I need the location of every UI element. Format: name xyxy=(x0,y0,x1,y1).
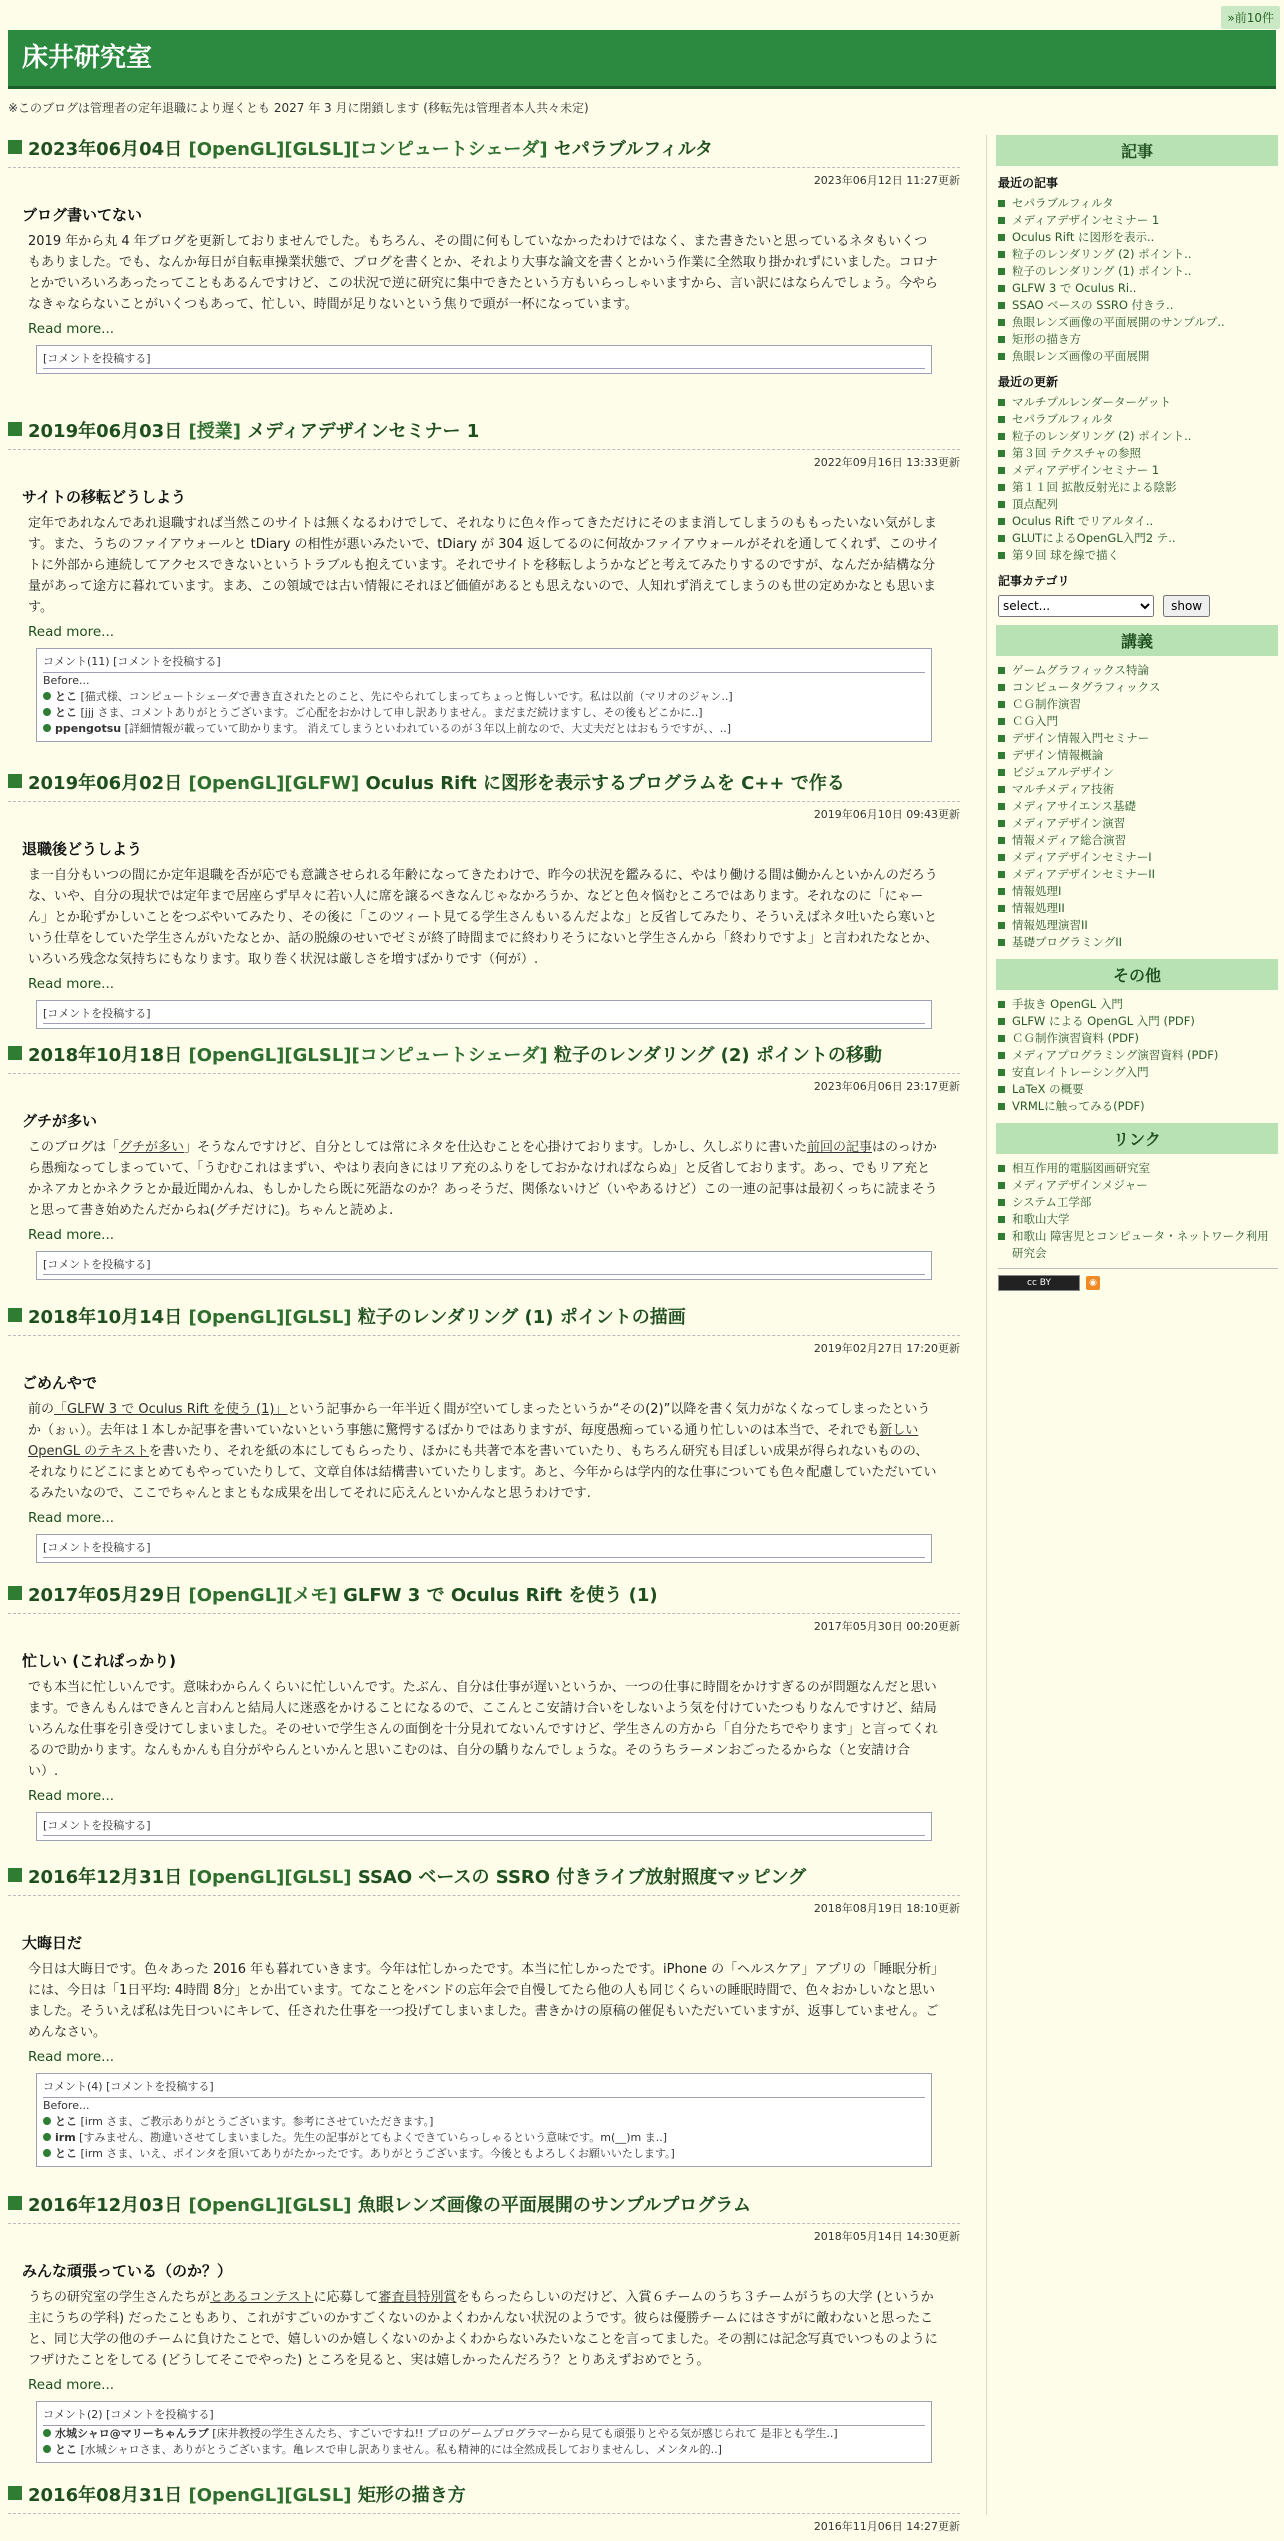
entry-date-link[interactable]: 2023年06月04日 xyxy=(28,139,183,160)
show-button[interactable]: show xyxy=(1163,595,1210,617)
entry-date-link[interactable]: 2017年05月29日 xyxy=(28,1585,183,1606)
entry-title xyxy=(8,1303,960,1336)
lecture-item xyxy=(1012,798,1278,815)
lecture-item xyxy=(1012,747,1278,764)
square-bullet-icon xyxy=(8,2486,22,2500)
recent-article-link[interactable]: メディアデザインセミナー 1 xyxy=(1012,213,1160,227)
recent-article-link[interactable]: Oculus Rift に図形を表示.. xyxy=(1012,230,1155,244)
comment-box xyxy=(36,1000,932,1029)
external-item xyxy=(1012,1160,1278,1177)
external-link[interactable]: メディアデザインメジャー xyxy=(1012,1178,1148,1192)
comment-box xyxy=(36,1534,932,1563)
entry-date-link[interactable]: 2018年10月18日 xyxy=(28,1045,183,1066)
entry-title-text[interactable]: 矩形の描き方 xyxy=(357,2485,466,2506)
entry-updated: 2019年02月27日 17:20更新 xyxy=(813,1342,960,1355)
entry xyxy=(8,1303,960,1581)
external-item xyxy=(1012,1194,1278,1211)
recent-article-link[interactable]: 魚眼レンズ画像の平面展開 xyxy=(1012,349,1150,363)
entry-updated: 2016年11月06日 14:27更新 xyxy=(813,2520,960,2533)
entry-title-text[interactable]: 魚眼レンズ画像の平面展開のサンプルプログラム xyxy=(357,2195,752,2216)
sidebar-divider xyxy=(986,135,987,2515)
entry-title-text[interactable]: 粒子のレンダリング (1) ポイントの描画 xyxy=(357,1307,686,1328)
recent-update-item xyxy=(1012,445,1278,462)
entry-title-text[interactable]: セパラブルフィルタ xyxy=(553,139,714,160)
entry-updated: 2018年08月19日 18:10更新 xyxy=(813,1902,960,1915)
recent-update-link[interactable]: GLUTによるOpenGL入門2 テ.. xyxy=(1012,531,1176,545)
entry-title xyxy=(8,1041,960,1074)
lecture-link[interactable]: コンピュータグラフィックス xyxy=(1012,680,1161,694)
entry-updated: 2022年09月16日 13:33更新 xyxy=(813,456,960,469)
entry-categories[interactable]: [OpenGL][メモ] xyxy=(188,1585,337,1606)
entry-date-link[interactable]: 2019年06月03日 xyxy=(28,421,183,442)
square-bullet-icon xyxy=(8,2196,22,2210)
inline-link[interactable]: とあるコンテスト xyxy=(210,2290,314,2305)
entry-categories[interactable]: [OpenGL][GLSL][コンピュートシェーダ] xyxy=(188,139,548,160)
entry-categories[interactable]: [授業] xyxy=(188,421,241,442)
entry-subtitle: みんな頑張っている（のか？） xyxy=(22,2262,233,2280)
lectures-list xyxy=(996,662,1278,951)
inline-link[interactable]: 前回の記事 xyxy=(807,1140,873,1155)
recent-update-item xyxy=(1012,496,1278,513)
lecture-item xyxy=(1012,866,1278,883)
lecture-item xyxy=(1012,696,1278,713)
comment-box xyxy=(36,648,932,742)
comment-item: 水城シャロ@マリーちゃんラブ [床井教授の学生さんたち、すごいですね!! プロのゲームプログラマーから見ても頑張りとやる気が感じられて 是非とも学生..] xyxy=(43,2426,925,2442)
recent-update-link[interactable]: 粒子のレンダリング (2) ポイント.. xyxy=(1012,429,1192,443)
comments-before-link[interactable]: Before... xyxy=(43,2099,90,2112)
sidebar-heading-others: その他 xyxy=(996,959,1278,990)
entry-subtitle: 大晦日だ xyxy=(22,1934,83,1952)
lecture-item xyxy=(1012,900,1278,917)
lecture-item xyxy=(1012,832,1278,849)
recent-article-item xyxy=(1012,195,1278,212)
external-item xyxy=(1012,1211,1278,1228)
square-bullet-icon xyxy=(8,140,22,154)
recent-article-item xyxy=(1012,280,1278,297)
comment-item: とこ [irm さま、ご教示ありがとうございます。参考にさせていただきます。] xyxy=(43,2114,925,2130)
lecture-item xyxy=(1012,781,1278,798)
recent-article-item xyxy=(1012,212,1278,229)
lecture-link[interactable]: デザイン情報入門セミナー xyxy=(1012,731,1150,745)
category-heading: 記事カテゴリ xyxy=(998,574,1070,588)
recent-update-item xyxy=(1012,462,1278,479)
lecture-item xyxy=(1012,713,1278,730)
inline-link[interactable]: グチが多い xyxy=(119,1140,185,1155)
closure-notice: ※このブログは管理者の定年退職により遅くとも 2027 年 3 月に閉鎖します (移転先は管理者本人共々未定) xyxy=(8,101,589,115)
other-link[interactable]: 手抜き OpenGL 入門 xyxy=(1012,997,1123,1011)
recent-updates-heading: 最近の更新 xyxy=(998,375,1059,389)
post-comment-link[interactable]: [コメントを投稿する] xyxy=(43,1539,925,1558)
entry-title xyxy=(8,417,960,450)
read-more-link[interactable]: Read more... xyxy=(28,1227,115,1243)
lecture-link[interactable]: 情報処理I xyxy=(1012,884,1062,898)
comment-item: とこ [水城シャロさま、ありがとうございます。亀レスで申し訳ありません。私も精神的には全然成長しておりませんし、メンタル的..] xyxy=(43,2442,925,2458)
entry-title xyxy=(8,135,960,168)
recent-article-item xyxy=(1012,348,1278,365)
entry-title xyxy=(8,1863,960,1896)
comment-item: ppengotsu [詳細情報が載っていて助かります。 消えてしまうといわれているのが３年以上前なので、大丈夫だとはおもうですが、、..] xyxy=(43,721,925,737)
others-list xyxy=(996,996,1278,1115)
entry-body: ま一自分もいつの間にか定年退職を否が応でも意識させられる年齢になってきたわけで、昨今の状況を鑑みるに、やはり働ける間は働かんといかんのだろうな、いや、自分の現状では定年まで居座らず早々に若い人に席を譲るべきなんじゃなかろうか、などと色々悩むところではあります。それなのに「にゃーん」とか恥ずかしいことをつぶやいてみたり、その後に「このツィート見てる学生さんもいるんだよな」と反省してみたり、そういえばネタ吐いたら寒いという仕草をしていた学生さんがいたなとか、話の脱線のせいでゼミが終了時間までに終わりそうにないと学生さんから「終わりですよ」と言われたなとか、いろいろ残念な気持ちにもなります。取り巻く状況は厳しさを増すばかりです（何が）. xyxy=(28,868,939,967)
license-area xyxy=(998,1268,1278,1291)
entry-date-link[interactable]: 2019年06月02日 xyxy=(28,773,183,794)
entry-categories[interactable]: [OpenGL][GLSL] xyxy=(188,2195,352,2216)
recent-article-item xyxy=(1012,263,1278,280)
entry-body: 前の「GLFW 3 で Oculus Rift を使う (1)」という記事から一年半近く間が空いてしまったというか“その(2)”以降を書く気力がなくなってしまったというか（ぉぃ）。去年は１本しか記事を書いていないという事態に驚愕するばかりではありますが、毎度愚痴っている通り忙しいのは本当で、それでも新しい OpenGL のテキストを書いたり、それを紙の本にしてもらったり、ほかにも共著で本を書いていたり、もちろん研究も目ぼしい成果が得られないものの、それなりにどこにまとめてもやっていたりして、文章自体は結構書いていたりします。あと、今年からは学内的な仕事についても色々配慮していただいているみたいなので、ここでちゃんとまともな成果を出してそれに応えんといかんなと思うわけです. xyxy=(28,1402,937,1501)
recent-article-item xyxy=(1012,314,1278,331)
lecture-link[interactable]: ＣＧ入門 xyxy=(1012,714,1058,728)
main-column xyxy=(8,135,960,2541)
bullet-icon xyxy=(43,2133,51,2141)
lecture-link[interactable]: メディアサイエンス基礎 xyxy=(1012,799,1136,813)
entry-title-text[interactable]: 粒子のレンダリング (2) ポイントの移動 xyxy=(553,1045,882,1066)
comment-item: とこ [jjj さま、コメントありがとうございます。ご心配をおかけして申し訳ありません。まだまだ続けますし、その後もどこかに..] xyxy=(43,705,925,721)
post-comment-link[interactable]: [コメントを投稿する] xyxy=(43,350,925,369)
entry-title xyxy=(8,1581,960,1614)
other-item xyxy=(1012,996,1278,1013)
other-link[interactable]: 安直レイトレーシング入門 xyxy=(1012,1065,1149,1079)
recent-update-link[interactable]: メディアデザインセミナー 1 xyxy=(1012,463,1160,477)
lecture-link[interactable]: メディアデザイン演習 xyxy=(1012,816,1126,830)
entry-categories[interactable]: [OpenGL][GLSL][コンピュートシェーダ] xyxy=(188,1045,548,1066)
lecture-item xyxy=(1012,764,1278,781)
other-link[interactable]: VRMLに触ってみる(PDF) xyxy=(1012,1099,1145,1113)
comment-header[interactable]: コメント(2) [コメントを投稿する] xyxy=(43,2406,925,2426)
lecture-item xyxy=(1012,679,1278,696)
read-more-link[interactable]: Read more... xyxy=(28,321,115,337)
read-more-link[interactable]: Read more... xyxy=(28,1788,115,1804)
entry-subtitle: サイトの移転どうしよう xyxy=(22,488,186,506)
entry-date-link[interactable]: 2016年08月31日 xyxy=(28,2485,183,2506)
entry-subtitle: 忙しい (これぱっかり) xyxy=(22,1652,176,1670)
other-item xyxy=(1012,1098,1278,1115)
lecture-item xyxy=(1012,917,1278,934)
square-bullet-icon xyxy=(8,1046,22,1060)
lecture-item xyxy=(1012,934,1278,951)
bullet-icon xyxy=(43,692,51,700)
entry-updated: 2019年06月10日 09:43更新 xyxy=(813,808,960,821)
other-link[interactable]: ＣＧ制作演習資料 (PDF) xyxy=(1012,1031,1140,1045)
recent-update-link[interactable]: 第１１回 拡散反射光による陰影 xyxy=(1012,480,1177,494)
lecture-item xyxy=(1012,662,1278,679)
entry-body: 定年であれなんであれ退職すれば当然このサイトは無くなるわけでして、それなりに色々作ってきただけにそのまま消してしまうのももったいない気がします。また、うちのファイアウォールと tDiary の相性が悪いみたいで、tDiary が 304 返してるのに何故かファイアウォールがそれを通してくれず、このサイトに外部から連続してアクセスできないというトラブルも抱えています。それでサイトを移転しようかなどと考えてみたりするのですが、なんだか結構な分量があって途方に暮れています。まあ、この領域では古い情報にそれほど価値があるとも思えないので、人知れず消えてしまうのも世の定めかなとも思います。 xyxy=(28,516,940,615)
entry-title xyxy=(8,2481,960,2514)
square-bullet-icon xyxy=(8,774,22,788)
lecture-item xyxy=(1012,730,1278,747)
lecture-link[interactable]: 基礎プログラミングII xyxy=(1012,935,1123,949)
entry xyxy=(8,769,960,1041)
other-item xyxy=(1012,1030,1278,1047)
lecture-link[interactable]: デザイン情報概論 xyxy=(1012,748,1104,762)
entry xyxy=(8,1581,960,1863)
next-page-link[interactable]: »前10件 xyxy=(1221,6,1280,29)
recent-update-item xyxy=(1012,428,1278,445)
entry xyxy=(8,135,960,417)
read-more-link[interactable]: Read more... xyxy=(28,2377,115,2393)
cc-by-badge-icon[interactable]: cc BY xyxy=(998,1275,1080,1291)
other-link[interactable]: LaTeX の概要 xyxy=(1012,1082,1084,1096)
entry-subtitle: ごめんやで xyxy=(22,1374,98,1392)
comment-header[interactable]: コメント(4) [コメントを投稿する] xyxy=(43,2078,925,2098)
read-more-link[interactable]: Read more... xyxy=(28,1510,115,1526)
entry-categories[interactable]: [OpenGL][GLSL] xyxy=(188,1307,352,1328)
other-link[interactable]: GLFW による OpenGL 入門 (PDF) xyxy=(1012,1014,1195,1028)
entry-categories[interactable]: [OpenGL][GLFW] xyxy=(188,773,360,794)
comment-box xyxy=(36,1812,932,1841)
lecture-link[interactable]: メディアデザインセミナーI xyxy=(1012,850,1152,864)
comments-before-link[interactable]: Before... xyxy=(43,674,90,687)
read-more-link[interactable]: Read more... xyxy=(28,2049,115,2065)
post-comment-link[interactable]: [コメントを投稿する] xyxy=(43,1005,925,1024)
lecture-link[interactable]: 情報処理演習II xyxy=(1012,918,1088,932)
recent-article-link[interactable]: 矩形の描き方 xyxy=(1012,332,1081,346)
bullet-icon xyxy=(43,2117,51,2125)
lecture-link[interactable]: 情報処理II xyxy=(1012,901,1065,915)
external-link[interactable]: システム工学部 xyxy=(1012,1195,1092,1209)
entry-title-text[interactable]: SSAO ベースの SSRO 付きライブ放射照度マッピング xyxy=(357,1867,807,1888)
entry-subtitle: グチが多い xyxy=(22,1112,98,1130)
entry-categories[interactable]: [OpenGL][GLSL] xyxy=(188,2485,352,2506)
links-list xyxy=(996,1160,1278,1262)
lecture-link[interactable]: 情報メディア総合演習 xyxy=(1012,833,1127,847)
recent-update-item xyxy=(1012,530,1278,547)
external-link[interactable]: 和歌山 障害児とコンピュータ・ネットワーク利用研究会 xyxy=(1012,1229,1269,1260)
entry-body: でも本当に忙しいんです。意味わからんくらいに忙しいんです。たぶん、自分は仕事が遅いというか、一つの仕事に時間をかけすぎるのが問題なんだと思います。できんもんはできんと言わんと結局人に迷惑をかけることになるので、ここんとこ安請け合いをしないよう気を付けていたつもりなんですけど、結局いろんな仕事を引き受けてしまいました。そのせいで学生さんの面倒を十分見れてないんですけど、学生さんの方から「自分たちでやります」と言ってくれるので助かります。なんもかんも自分がやらんといかんと思いこむのは、自分の驕りなんでしょうな。そのうちラーメンおごったるからな（と安請け合い）. xyxy=(28,1680,938,1779)
site-title[interactable]: 床井研究室 xyxy=(8,30,1276,89)
comment-box xyxy=(36,2073,932,2167)
entry-date-link[interactable]: 2018年10月14日 xyxy=(28,1307,183,1328)
bullet-icon xyxy=(43,2429,51,2437)
read-more-link[interactable]: Read more... xyxy=(28,624,115,640)
recent-update-link[interactable]: 頂点配列 xyxy=(1012,497,1058,511)
recent-article-item xyxy=(1012,229,1278,246)
recent-article-link[interactable]: 粒子のレンダリング (2) ポイント.. xyxy=(1012,247,1192,261)
inline-link[interactable]: 新しい OpenGL のテキスト xyxy=(28,1423,919,1459)
lecture-link[interactable]: ゲームグラフィックス特論 xyxy=(1012,663,1149,677)
comment-item: irm [すみません、勘違いさせてしまいました。先生の記事がとてもよくできていらっしゃるという意味です。m(__)m ま..] xyxy=(43,2130,925,2146)
entry-body: このブログは「グチが多い」そうなんですけど、自分としては常にネタを仕込むことを心掛けております。しかし、久しぶりに書いた前回の記事はのっけから愚痴なってしまっていて、「うむむこれはまずい、やはり表向きにはリア充のふりをしておかなければならぬ」と反省しております。あっ、でもリア充とかネアカとかネクラとか最近聞かんね、もしかしたら既に死語なのか？あっそうだ、関係ないけど（いやあるけど）この一連の記事は最初くっちに読まそうと思って書き始めたんだからね(グチだけに)。ちゃんと読めよ. xyxy=(28,1140,938,1218)
lecture-link[interactable]: マルチメディア技術 xyxy=(1012,782,1115,796)
recent-update-link[interactable]: マルチプルレンダーターゲット xyxy=(1012,395,1172,409)
entry-body: 2019 年から丸 4 年ブログを更新しておりませんでした。もちろん、その間に何もしていなかったわけではなく、また書きたいと思っているネタもいくつもありました。でも、なんか毎日が自転車操業状態で、ブログを書くとか、それより大事な論文を書くとかいう作業に全然取り掛かれずにいました。コロナとかでいろいろあったってこともあるんですけど、この状況で逆に研究に集中できたという方もいらっしゃいますから、言い訳にはならんでしょう。今やらなきゃならないことがいくつもあって、忙しい、時間が足りないという焦りで頭が一杯になっています。 xyxy=(28,234,938,312)
bullet-icon xyxy=(43,708,51,716)
entry-title xyxy=(8,2191,960,2224)
entry-updated: 2023年06月12日 11:27更新 xyxy=(813,174,960,187)
inline-link[interactable]: 「GLFW 3 で Oculus Rift を使う (1)」 xyxy=(54,1402,288,1417)
top-nav xyxy=(0,0,1284,30)
entry xyxy=(8,417,960,769)
other-link[interactable]: メディアプログラミング演習資料 (PDF) xyxy=(1012,1048,1219,1062)
external-item xyxy=(1012,1177,1278,1194)
external-link[interactable]: 和歌山大学 xyxy=(1012,1212,1070,1226)
entry-title-text[interactable]: Oculus Rift に図形を表示するプログラムを C++ で作る xyxy=(365,773,845,794)
post-comment-link[interactable]: [コメントを投稿する] xyxy=(43,1817,925,1836)
bullet-icon xyxy=(43,2149,51,2157)
recent-update-item xyxy=(1012,479,1278,496)
recent-article-item xyxy=(1012,297,1278,314)
entry-updated: 2018年05月14日 14:30更新 xyxy=(813,2230,960,2243)
external-link[interactable]: 相互作用的電脳図画研究室 xyxy=(1012,1161,1150,1175)
entry-date-link[interactable]: 2016年12月03日 xyxy=(28,2195,183,2216)
recent-article-link[interactable]: 魚眼レンズ画像の平面展開のサンプルプ.. xyxy=(1012,315,1225,329)
other-item xyxy=(1012,1064,1278,1081)
comment-box xyxy=(36,2401,932,2463)
recent-update-item xyxy=(1012,513,1278,530)
entry-title-text[interactable]: GLFW 3 で Oculus Rift を使う (1) xyxy=(343,1585,658,1606)
entry-body: うちの研究室の学生さんたちがとあるコンテストに応募して審査員特別賞をもらったらしいのだけど、入賞６チームのうち３チームがうちの大学 (というか主にうちの学科) だったこともあり、これがすごいのかすごくないのかよくわかんない状況のようです。彼らは優勝チームにはさすがに敵わないと思ったこと、同じ大学の他のチームに負けたことで、嬉しいのか嬉しくないのかよくわからないみたいなことを言ってました。その割には記念写真でいつものようにフザけたことをしてる (どうしてそこでやった) ところを見ると、実は嬉しかったんだろう？とりあえずおめでとう。 xyxy=(28,2290,938,2368)
recent-article-link[interactable]: SSAO ベースの SSRO 付きラ.. xyxy=(1012,298,1174,312)
other-item xyxy=(1012,1081,1278,1098)
recent-article-link[interactable]: GLFW 3 で Oculus Ri.. xyxy=(1012,281,1137,295)
recent-articles-list xyxy=(996,195,1278,365)
square-bullet-icon xyxy=(8,1308,22,1322)
recent-update-item xyxy=(1012,411,1278,428)
lecture-link[interactable]: ＣＧ制作演習 xyxy=(1012,697,1081,711)
recent-update-link[interactable]: 第３回 テクスチャの参照 xyxy=(1012,446,1142,460)
entry-categories[interactable]: [OpenGL][GLSL] xyxy=(188,1867,352,1888)
recent-articles-heading: 最近の記事 xyxy=(998,176,1059,190)
sidebar-heading-lectures: 講義 xyxy=(996,625,1278,656)
sidebar-heading-articles: 記事 xyxy=(996,135,1278,166)
comment-header[interactable]: コメント(11) [コメントを投稿する] xyxy=(43,653,925,673)
recent-update-item xyxy=(1012,394,1278,411)
recent-update-link[interactable]: セパラブルフィルタ xyxy=(1012,412,1114,426)
entry-subtitle: ブログ書いてない xyxy=(22,206,143,224)
other-item xyxy=(1012,1013,1278,1030)
rss-icon[interactable]: ◉ xyxy=(1086,1276,1100,1290)
other-item xyxy=(1012,1047,1278,1064)
entry xyxy=(8,2191,960,2481)
recent-article-item xyxy=(1012,246,1278,263)
lecture-link[interactable]: メディアデザインセミナーII xyxy=(1012,867,1156,881)
square-bullet-icon xyxy=(8,422,22,436)
lecture-link[interactable]: ビジュアルデザイン xyxy=(1012,765,1115,779)
square-bullet-icon xyxy=(8,1868,22,1882)
category-select[interactable] xyxy=(998,595,1154,617)
recent-article-link[interactable]: 粒子のレンダリング (1) ポイント.. xyxy=(1012,264,1192,278)
lecture-item xyxy=(1012,815,1278,832)
sidebar xyxy=(996,135,1278,1291)
entry-updated: 2023年06月06日 23:17更新 xyxy=(813,1080,960,1093)
entry-title xyxy=(8,769,960,802)
category-selector xyxy=(998,595,1278,617)
entry xyxy=(8,1863,960,2191)
post-comment-link[interactable]: [コメントを投稿する] xyxy=(43,1256,925,1275)
entry xyxy=(8,2481,960,2541)
sidebar-heading-links: リンク xyxy=(996,1123,1278,1154)
entry-body: 今日は大晦日です。色々あった 2016 年も暮れていきます。今年は忙しかったです。本当に忙しかったです。iPhone の「ヘルスケア」アプリの「睡眠分析」には、今日は「1日平均: 4時間 8分」とか出ています。てなことをバンドの忘年会で自慢してたら他の人も同じくらいの睡眠時間で、色々おかしいなと思いました。そういえば私は先日ついにキレて、任された仕事を一つ投げてしまいました。書きかけの原稿の催促もいただいていますが、返事していません。ごめんなさい。 xyxy=(28,1962,939,2040)
entry-title-text[interactable]: メディアデザインセミナー 1 xyxy=(247,421,480,442)
inline-link[interactable]: 審査員特別賞 xyxy=(378,2290,457,2305)
entry-updated: 2017年05月30日 00:20更新 xyxy=(813,1620,960,1633)
lecture-item xyxy=(1012,849,1278,866)
recent-update-link[interactable]: 第９回 球を線で描く xyxy=(1012,548,1120,562)
comment-box xyxy=(36,345,932,374)
comment-item: とこ [irm さま、いえ、ポインタを頂いてありがたかったです。ありがとうございます。今後ともよろしくお願いいたします。] xyxy=(43,2146,925,2162)
square-bullet-icon xyxy=(8,1586,22,1600)
comment-item: とこ [猫式様、コンピュートシェーダで書き直されたとのこと、先にやられてしまってちょっと悔しいです。私は以前（マリオのジャン..] xyxy=(43,689,925,705)
bullet-icon xyxy=(43,2445,51,2453)
recent-update-link[interactable]: Oculus Rift でリアルタイ.. xyxy=(1012,514,1154,528)
comment-box xyxy=(36,1251,932,1280)
recent-article-item xyxy=(1012,331,1278,348)
recent-update-item xyxy=(1012,547,1278,564)
recent-article-link[interactable]: セパラブルフィルタ xyxy=(1012,196,1114,210)
lecture-item xyxy=(1012,883,1278,900)
read-more-link[interactable]: Read more... xyxy=(28,976,115,992)
recent-updates-list xyxy=(996,394,1278,564)
entry-subtitle: 退職後どうしよう xyxy=(22,840,143,858)
bullet-icon xyxy=(43,724,51,732)
entry xyxy=(8,1041,960,1303)
entry-date-link[interactable]: 2016年12月31日 xyxy=(28,1867,183,1888)
external-item xyxy=(1012,1228,1278,1262)
